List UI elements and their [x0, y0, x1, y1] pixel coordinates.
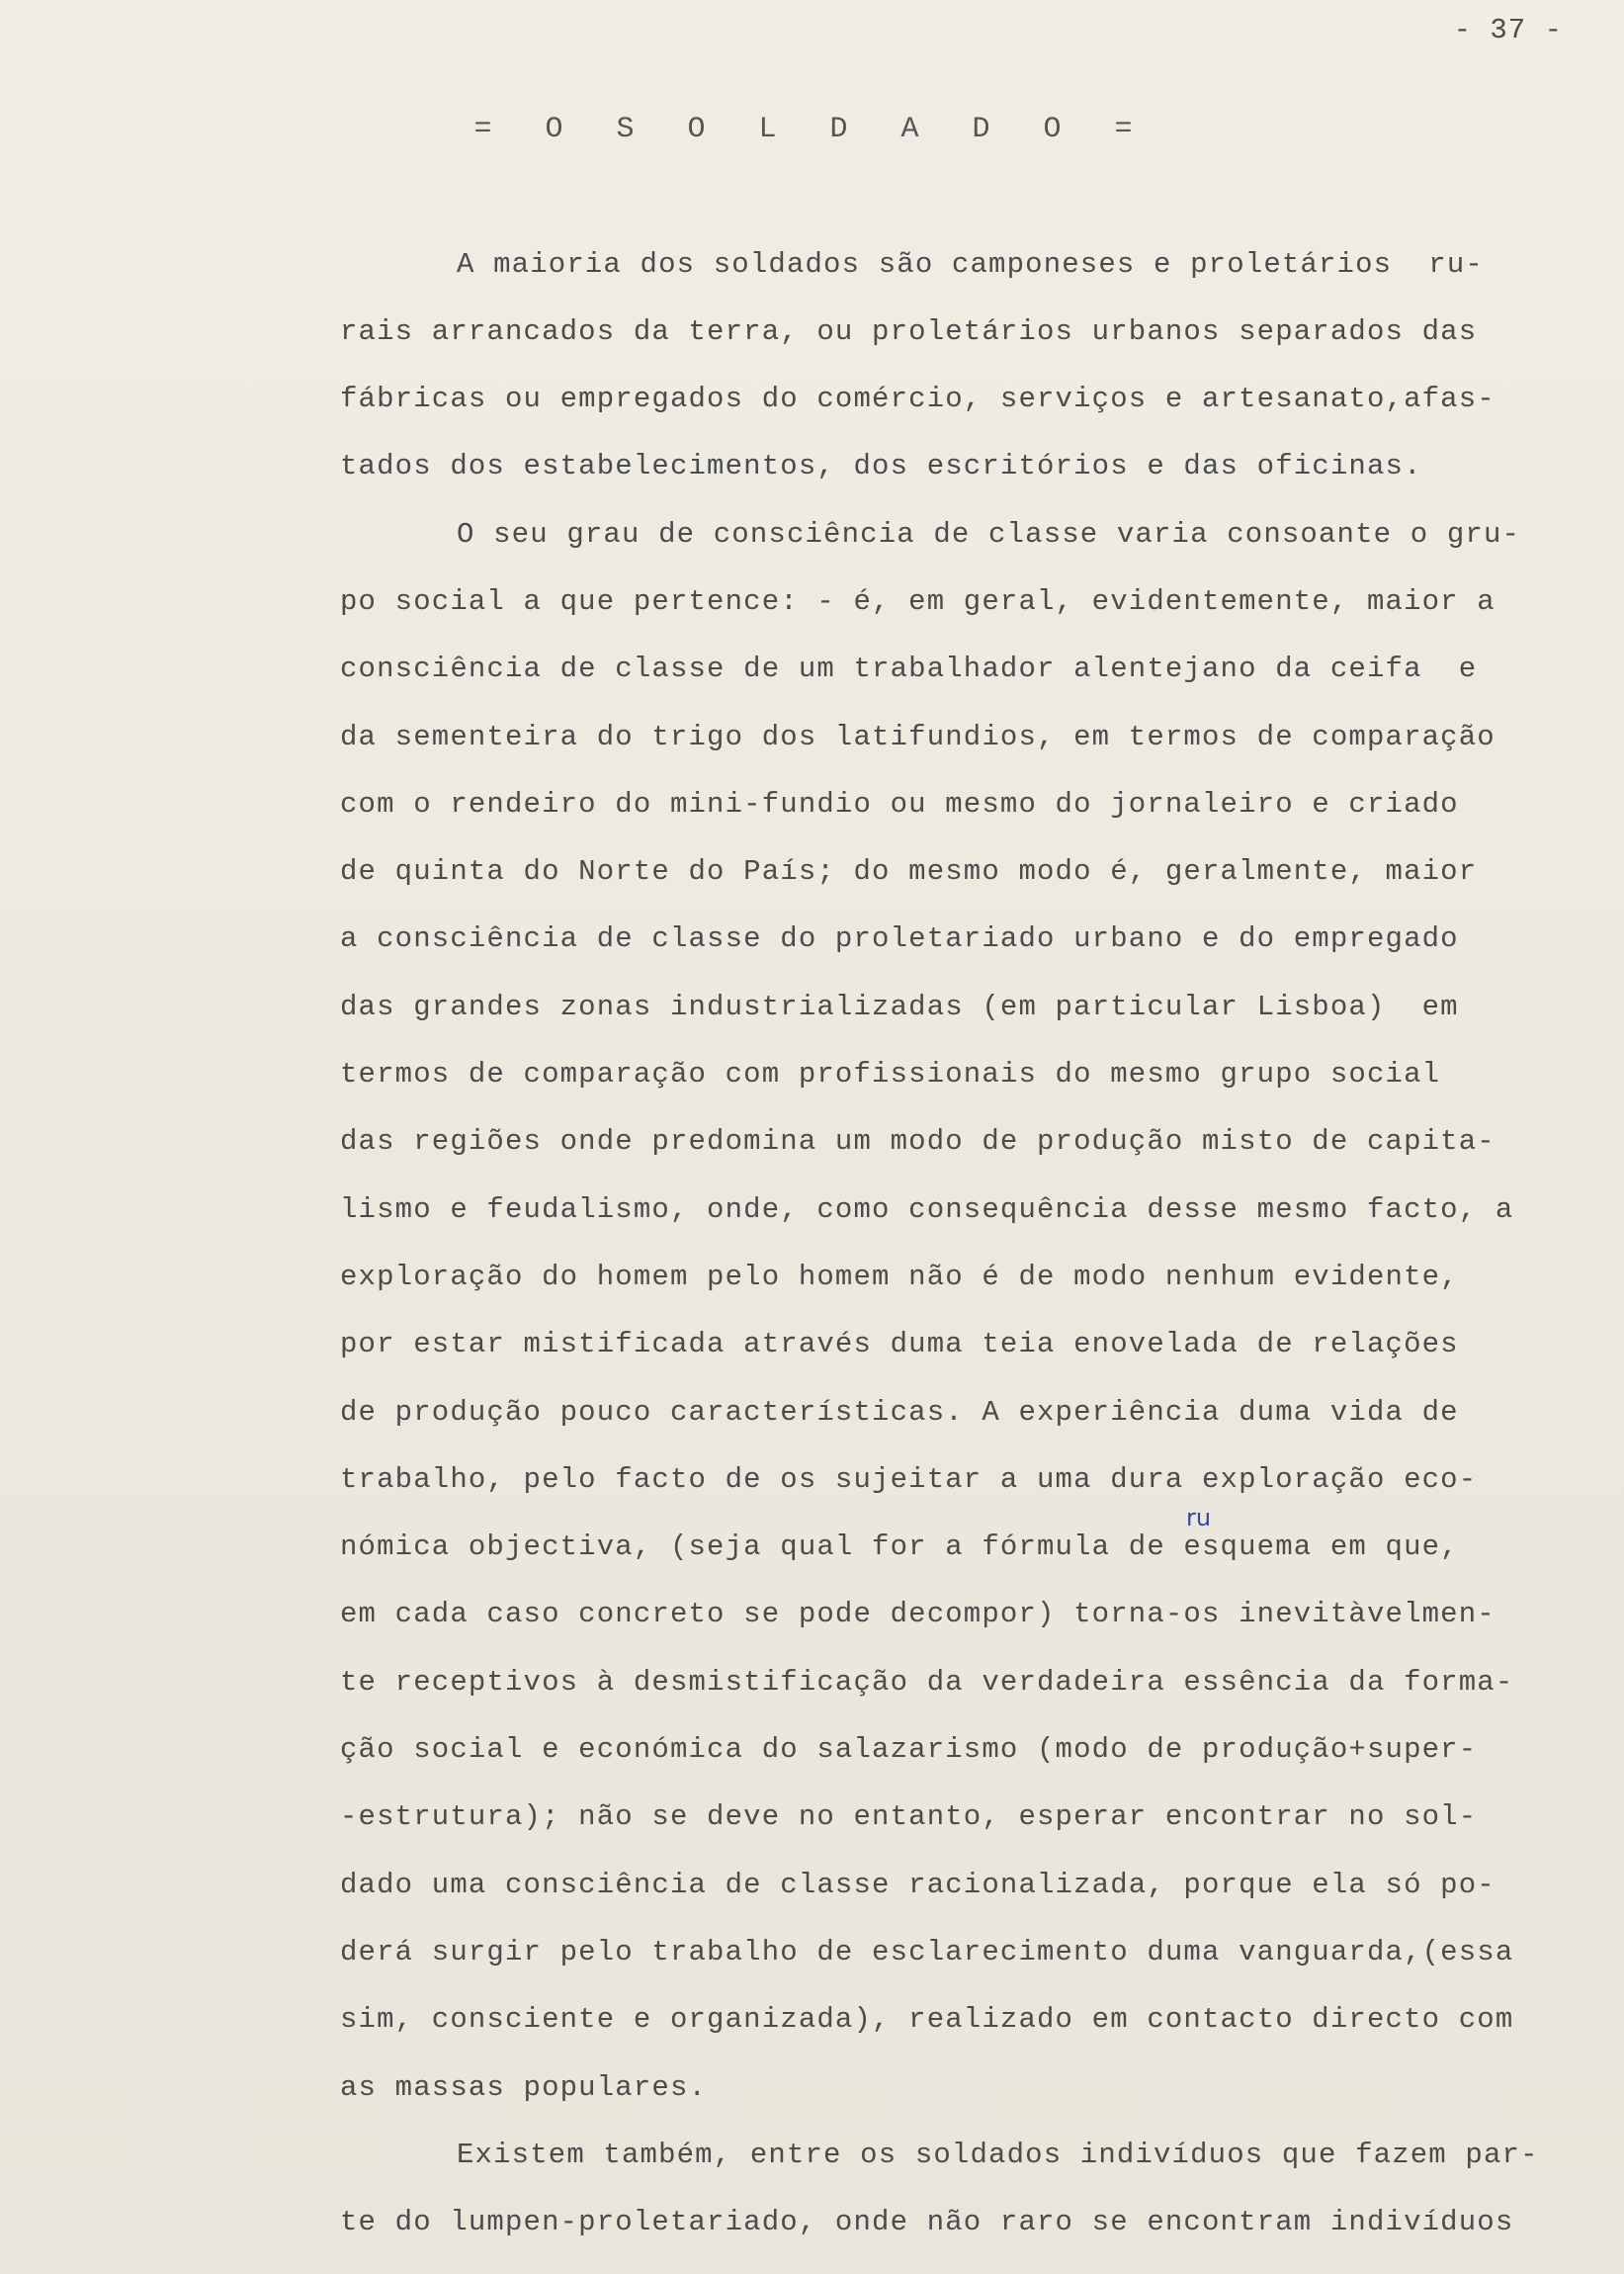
- text-line: em cada caso concreto se pode decompor) torna-os inevitàvelmen-: [340, 1598, 1496, 1630]
- text-line: te receptivos à desmistificação da verdadeira essência da forma-: [340, 1666, 1514, 1699]
- text-line: de produção pouco características. A experiência duma vida de: [340, 1396, 1459, 1429]
- text-line: po social a que pertence: - é, em geral, evidentemente, maior a: [340, 585, 1496, 618]
- text-line: com o rendeiro do mini-fundio ou mesmo do jornaleiro e criado: [340, 788, 1459, 821]
- text-line: sim, consciente e organizada), realizado em contacto directo com: [340, 2003, 1514, 2036]
- text-line: nómica objectiva, (seja qual for a fórmula de esquema em que,: [340, 1531, 1459, 1563]
- text-line: consciência de classe de um trabalhador alentejano da ceifa e: [340, 653, 1478, 685]
- text-line: derá surgir pelo trabalho de esclarecimento duma vanguarda,(essa: [340, 1936, 1514, 1968]
- text-line: Existem também, entre os soldados indivíduos que fazem par-: [457, 2139, 1539, 2171]
- text-line: lismo e feudalismo, onde, como consequência desse mesmo facto, a: [340, 1193, 1514, 1226]
- text-line: das regiões onde predomina um modo de produção misto de capita-: [340, 1125, 1496, 1158]
- text-line: ção social e económica do salazarismo (modo de produção+super-: [340, 1733, 1478, 1766]
- text-line: por estar mistificada através duma teia enovelada de relações: [340, 1328, 1459, 1360]
- text-line: -estrutura); não se deve no entanto, esperar encontrar no sol-: [340, 1800, 1478, 1833]
- page-number: - 37 -: [1453, 14, 1563, 46]
- text-line: de quinta do Norte do País; do mesmo modo é, geralmente, maior: [340, 855, 1478, 888]
- text-line: rais arrancados da terra, ou proletários urbanos separados das: [340, 315, 1478, 348]
- text-line: da sementeira do trigo dos latifundios, em termos de comparação: [340, 721, 1496, 753]
- text-line: termos de comparação com profissionais do mesmo grupo social: [340, 1058, 1441, 1091]
- text-line: A maioria dos soldados são camponeses e proletários ru-: [457, 248, 1484, 281]
- text-line: exploração do homem pelo homem não é de modo nenhum evidente,: [340, 1261, 1459, 1293]
- text-line: te do lumpen-proletariado, onde não raro se encontram indivíduos: [340, 2206, 1514, 2238]
- handwritten-correction: ru: [1186, 1504, 1212, 1531]
- text-line: as massas populares.: [340, 2071, 708, 2104]
- text-line: dado uma consciência de classe racionalizada, porque ela só po-: [340, 1869, 1496, 1901]
- text-line: trabalho, pelo facto de os sujeitar a uma dura exploração eco-: [340, 1463, 1478, 1496]
- text-line: fábricas ou empregados do comércio, serviços e artesanato,afas-: [340, 383, 1496, 415]
- text-line: a consciência de classe do proletariado urbano e do empregado: [340, 922, 1459, 955]
- text-line: tados dos estabelecimentos, dos escritórios e das oficinas.: [340, 450, 1422, 482]
- text-line: das grandes zonas industrializadas (em particular Lisboa) em: [340, 991, 1459, 1023]
- text-line: O seu grau de consciência de classe varia consoante o gru-: [457, 518, 1521, 551]
- document-title: = O S O L D A D O =: [473, 113, 1151, 146]
